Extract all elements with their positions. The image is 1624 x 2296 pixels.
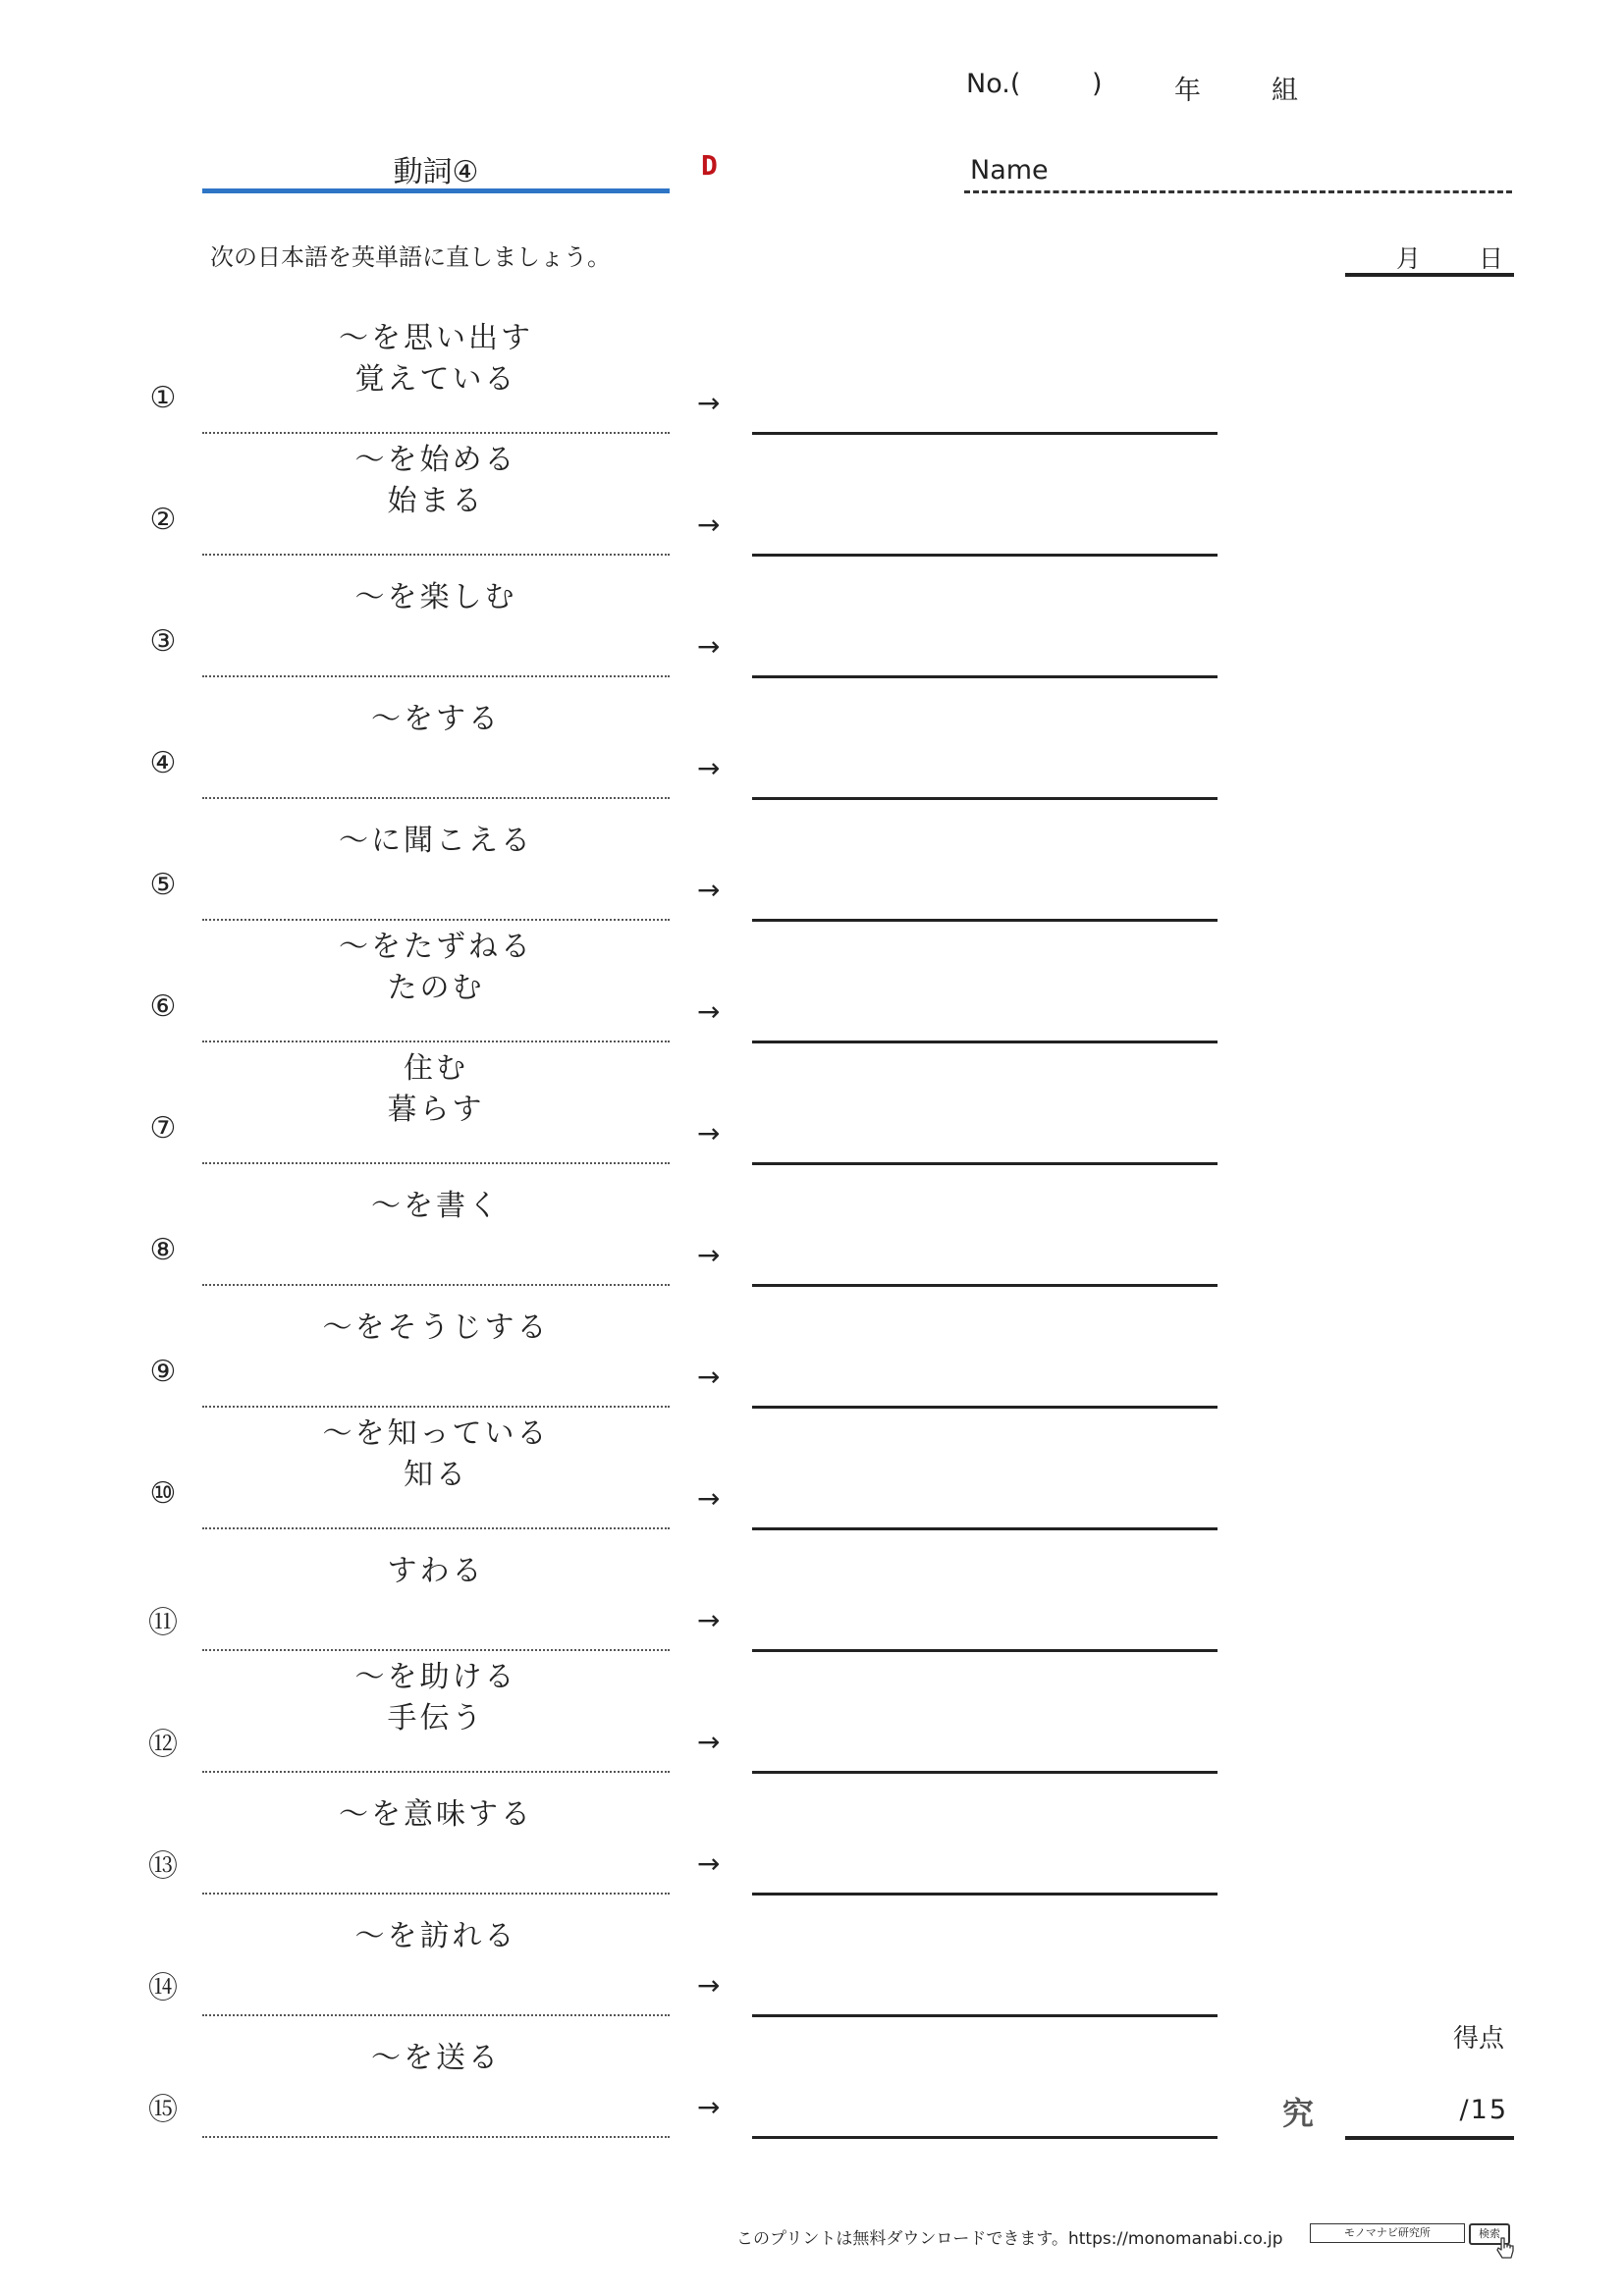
pointer-cursor-icon xyxy=(1494,2236,1516,2262)
question-number: ⑥ xyxy=(149,989,177,1024)
answer-line[interactable] xyxy=(752,554,1218,557)
name-field-line[interactable] xyxy=(964,190,1512,193)
arrow-icon: → xyxy=(697,1726,721,1758)
answer-line[interactable] xyxy=(752,1893,1218,1896)
question-number: ⑬ xyxy=(148,1849,178,1884)
prompt-line-1: ～を訪れる xyxy=(354,1919,517,1953)
prompt-line-2: 始まる xyxy=(387,484,485,518)
prompt-dotted-line xyxy=(202,554,670,556)
prompt-dotted-line xyxy=(202,2014,670,2016)
prompt-line-1: ～に聞こえる xyxy=(339,824,533,858)
arrow-icon: → xyxy=(697,1482,721,1515)
prompt-line-1: ～を書く xyxy=(371,1189,501,1223)
answer-line[interactable] xyxy=(752,432,1218,435)
score-field-line[interactable] xyxy=(1345,2136,1514,2140)
prompt-dotted-line xyxy=(202,1284,670,1286)
question-number: ⑮ xyxy=(148,2093,178,2127)
question-number: ⑫ xyxy=(148,1728,178,1762)
arrow-icon: → xyxy=(697,1969,721,2002)
worksheet-title: 動詞④ xyxy=(393,155,479,189)
score-total: /15 xyxy=(1459,2095,1508,2125)
japanese-prompt xyxy=(202,1186,670,1227)
japanese-prompt xyxy=(202,1916,670,1957)
prompt-dotted-line xyxy=(202,1162,670,1164)
prompt-dotted-line xyxy=(202,1649,670,1651)
prompt-dotted-line xyxy=(202,797,670,799)
prompt-dotted-line xyxy=(202,432,670,434)
prompt-line-1: ～を思い出す xyxy=(339,321,533,355)
answer-line[interactable] xyxy=(752,1649,1218,1652)
question-number: ④ xyxy=(149,746,177,780)
question-number: ⑨ xyxy=(149,1355,177,1389)
prompt-line-1: ～を知っている xyxy=(322,1416,550,1451)
prompt-line-1: ～を意味する xyxy=(339,1797,533,1832)
arrow-icon: → xyxy=(697,1239,721,1271)
prompt-dotted-line xyxy=(202,1893,670,1895)
prompt-line-2: たのむ xyxy=(387,971,485,1005)
arrow-icon: → xyxy=(697,752,721,784)
stamp-mark: 究 xyxy=(1282,2095,1315,2132)
arrow-icon: → xyxy=(697,630,721,663)
japanese-prompt xyxy=(202,699,670,740)
arrow-icon: → xyxy=(697,1604,721,1636)
answer-line[interactable] xyxy=(752,1771,1218,1774)
prompt-line-1: ～を楽しむ xyxy=(354,580,517,614)
question-number: ② xyxy=(149,503,177,537)
question-number: ⑧ xyxy=(149,1233,177,1267)
footer-search-box[interactable]: モノマナビ研究所 xyxy=(1310,2223,1465,2243)
prompt-line-1: 住む xyxy=(404,1051,468,1086)
arrow-icon: → xyxy=(697,508,721,541)
prompt-dotted-line xyxy=(202,1406,670,1408)
instruction-text: 次の日本語を英単語に直しましょう。 xyxy=(210,243,611,271)
arrow-icon: → xyxy=(697,1361,721,1393)
day-label: 日 xyxy=(1479,244,1504,273)
footer-text: このプリントは無料ダウンロードできます。https://monomanabi.co.jp xyxy=(736,2229,1283,2249)
arrow-icon: → xyxy=(697,1117,721,1149)
answer-line[interactable] xyxy=(752,1162,1218,1165)
prompt-line-2: 知る xyxy=(404,1458,468,1492)
prompt-line-2: 暮らす xyxy=(387,1093,485,1127)
japanese-prompt xyxy=(202,2038,670,2079)
question-number: ⑭ xyxy=(148,1971,178,2005)
prompt-dotted-line xyxy=(202,1041,670,1042)
date-field-line[interactable] xyxy=(1345,273,1514,277)
question-number: ⑩ xyxy=(149,1476,177,1511)
question-number: ⑦ xyxy=(149,1111,177,1146)
japanese-prompt xyxy=(202,577,670,618)
answer-line[interactable] xyxy=(752,1041,1218,1043)
answer-line[interactable] xyxy=(752,797,1218,800)
arrow-icon: → xyxy=(697,995,721,1028)
prompt-line-2: 覚えている xyxy=(354,362,517,397)
question-number: ③ xyxy=(149,624,177,659)
month-label: 月 xyxy=(1396,244,1422,273)
prompt-line-1: すわる xyxy=(387,1554,485,1588)
prompt-line-2: 手伝う xyxy=(387,1701,485,1735)
japanese-prompt xyxy=(202,1794,670,1836)
answer-line[interactable] xyxy=(752,1527,1218,1530)
japanese-prompt xyxy=(202,318,670,400)
number-close-paren: ) xyxy=(1092,69,1103,99)
score-label: 得点 xyxy=(1453,2024,1505,2054)
arrow-icon: → xyxy=(697,1847,721,1880)
japanese-prompt xyxy=(202,440,670,522)
prompt-line-1: ～をそうじする xyxy=(322,1310,550,1345)
japanese-prompt xyxy=(202,1414,670,1496)
answer-line[interactable] xyxy=(752,1284,1218,1287)
arrow-icon: → xyxy=(697,2091,721,2123)
japanese-prompt xyxy=(202,1048,670,1131)
footer-search-button[interactable]: 検索 xyxy=(1469,2223,1510,2245)
japanese-prompt xyxy=(202,1657,670,1739)
question-number: ⑤ xyxy=(149,868,177,902)
prompt-line-1: ～を助ける xyxy=(354,1660,517,1694)
answer-line[interactable] xyxy=(752,2136,1218,2139)
japanese-prompt xyxy=(202,821,670,862)
japanese-prompt xyxy=(202,1551,670,1592)
answer-line[interactable] xyxy=(752,1406,1218,1409)
answer-line[interactable] xyxy=(752,919,1218,922)
prompt-dotted-line xyxy=(202,919,670,921)
level-badge: D xyxy=(701,149,718,182)
class-label: 組 xyxy=(1272,76,1298,106)
japanese-prompt xyxy=(202,927,670,1009)
prompt-dotted-line xyxy=(202,675,670,677)
prompt-line-1: ～をする xyxy=(371,702,501,736)
prompt-dotted-line xyxy=(202,1527,670,1529)
prompt-dotted-line xyxy=(202,2136,670,2138)
arrow-icon: → xyxy=(697,874,721,906)
prompt-line-1: ～を始める xyxy=(354,443,517,477)
question-number: ⑪ xyxy=(148,1606,178,1640)
number-label: No.( xyxy=(966,69,1021,99)
answer-line[interactable] xyxy=(752,2014,1218,2017)
year-label: 年 xyxy=(1174,76,1201,106)
question-number: ① xyxy=(149,381,177,415)
arrow-icon: → xyxy=(697,387,721,419)
title-underline xyxy=(202,188,670,193)
prompt-dotted-line xyxy=(202,1771,670,1773)
prompt-line-1: ～を送る xyxy=(371,2041,501,2075)
name-label: Name xyxy=(970,155,1049,186)
japanese-prompt xyxy=(202,1308,670,1349)
prompt-line-1: ～をたずねる xyxy=(339,930,533,964)
answer-line[interactable] xyxy=(752,675,1218,678)
